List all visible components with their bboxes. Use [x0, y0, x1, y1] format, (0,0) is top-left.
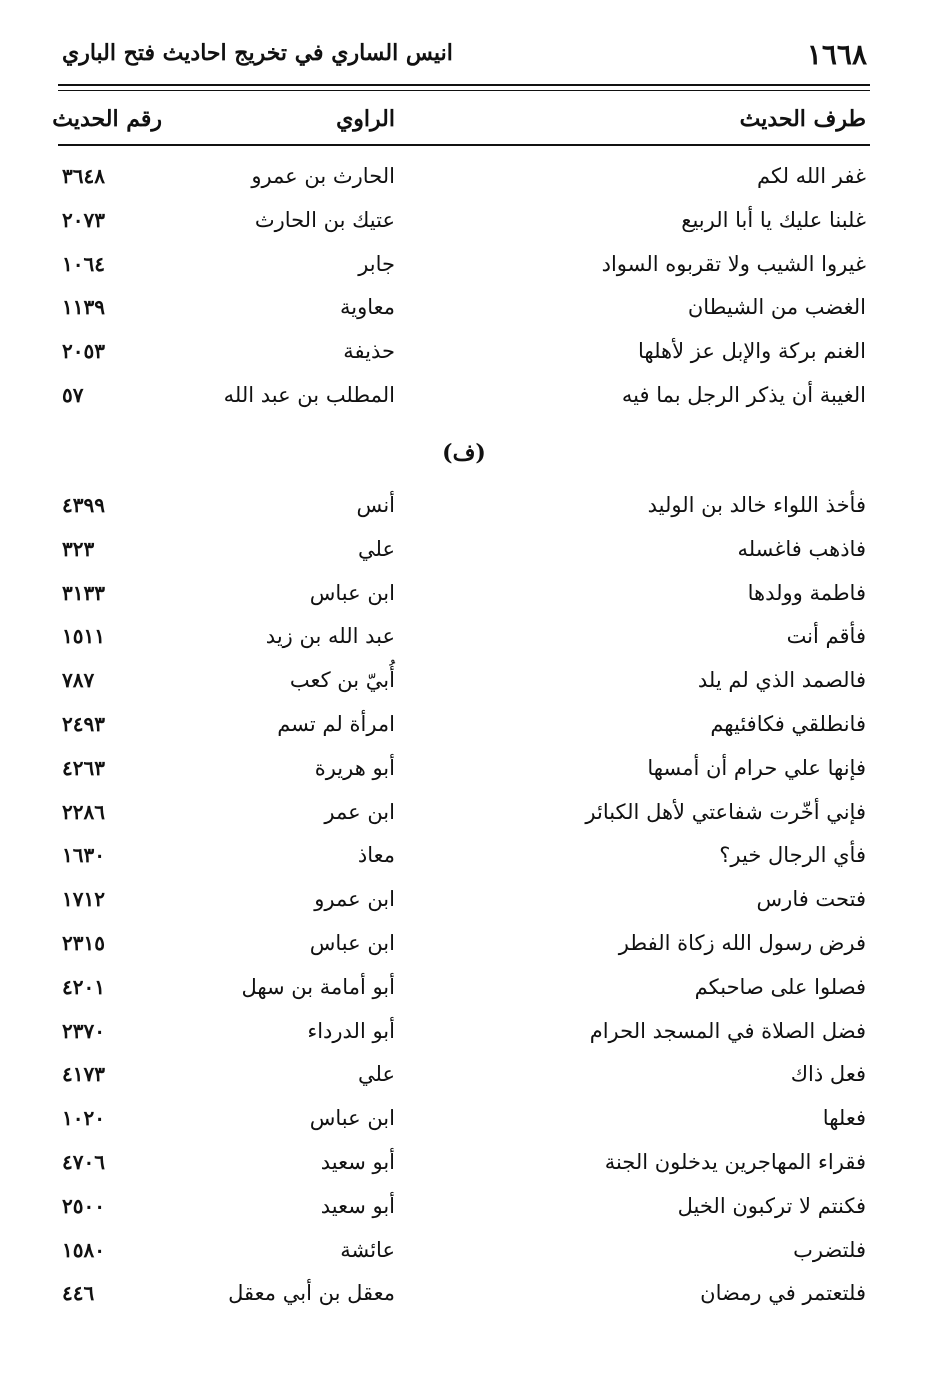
hadith-number: ٢٠٧٣	[62, 207, 105, 232]
column-header-narrator: الراوي	[336, 106, 395, 132]
column-header-rule	[58, 144, 870, 146]
hadith-list-ghain	[58, 156, 870, 419]
hadith-text: فلتضرب	[793, 1237, 866, 1262]
table-row	[58, 923, 870, 967]
hadith-number: ١٧١٢	[62, 887, 105, 912]
hadith-text: فعلها	[822, 1106, 866, 1131]
hadith-number: ٧٨٧	[62, 668, 95, 693]
hadith-text: غيروا الشيب ولا تقربوه السواد	[601, 251, 866, 276]
narrator: جابر	[358, 251, 395, 276]
hadith-text: الغيبة أن يذكر الرجل بما فيه	[621, 382, 866, 407]
hadith-number: ٢٤٩٣	[62, 711, 105, 736]
page-header	[58, 34, 873, 74]
table-row	[58, 1054, 870, 1098]
table-row	[58, 573, 870, 617]
narrator: عائشة	[340, 1237, 395, 1262]
table-row	[58, 200, 870, 244]
hadith-number: ٢٢٨٦	[62, 799, 105, 824]
narrator: امرأة لم تسم	[277, 711, 395, 736]
hadith-number: ١٥٨٠	[62, 1237, 105, 1262]
hadith-text: فضل الصلاة في المسجد الحرام	[589, 1018, 866, 1043]
narrator: أبو أمامة بن سهل	[241, 974, 395, 999]
hadith-number: ٣٢٣	[62, 536, 95, 561]
narrator: معقل بن أبي معقل	[228, 1281, 395, 1306]
hadith-number: ١٠٢٠	[62, 1106, 105, 1131]
hadith-text: فعل ذاك	[790, 1062, 866, 1087]
hadith-text: فأخذ اللواء خالد بن الوليد	[647, 493, 866, 517]
page-number: ١٦٦٨	[806, 38, 867, 71]
table-row	[58, 967, 870, 1011]
narrator: ابن عمرو	[314, 887, 395, 912]
narrator: معاذ	[357, 843, 395, 868]
hadith-number: ٤١٧٣	[62, 1062, 105, 1087]
hadith-number: ١٦٣٠	[62, 843, 105, 868]
hadith-text: فقراء المهاجرين يدخلون الجنة	[604, 1149, 866, 1174]
narrator: أبو سعيد	[320, 1149, 395, 1174]
hadith-text: غفر الله لكم	[757, 164, 866, 188]
table-row	[58, 879, 870, 923]
hadith-number: ٤٣٩٩	[62, 493, 105, 517]
hadith-number: ٢٣١٥	[62, 930, 105, 955]
hadith-number: ٣٦٤٨	[62, 164, 105, 188]
narrator: عتيك بن الحارث	[254, 207, 395, 232]
hadith-text: فانطلقي فكافئيهم	[710, 711, 866, 736]
hadith-text: فلتعتمر في رمضان	[700, 1281, 866, 1306]
narrator: أنس	[356, 493, 395, 517]
hadith-text: فإنها علي حرام أن أمسها	[647, 755, 866, 780]
narrator: أبو هريرة	[314, 755, 395, 780]
hadith-number: ٤٤٦	[62, 1281, 95, 1306]
hadith-number: ٤٢٠١	[62, 974, 105, 999]
hadith-number: ٤٧٠٦	[62, 1149, 105, 1174]
hadith-number: ٢٠٥٣	[62, 339, 105, 364]
table-row	[58, 1273, 870, 1317]
hadith-text: فتحت فارس	[756, 887, 866, 912]
hadith-number: ١٥١١	[62, 624, 105, 649]
section-heading-fa: (ف)	[442, 440, 486, 466]
hadith-text: فكنتم لا تركبون الخيل	[677, 1193, 866, 1218]
table-row	[58, 1230, 870, 1274]
table-row	[58, 529, 870, 573]
hadith-text: فأقم أنت	[786, 624, 866, 649]
table-row	[58, 1142, 870, 1186]
hadith-list-fa	[58, 485, 870, 1317]
hadith-text: فاطمة وولدها	[747, 580, 866, 605]
table-row	[58, 748, 870, 792]
narrator: ابن عباس	[309, 930, 395, 955]
column-header-hadith: طرف الحديث	[739, 106, 866, 132]
table-row	[58, 156, 870, 200]
table-row	[58, 1098, 870, 1142]
hadith-number: ٢٥٠٠	[62, 1193, 105, 1218]
table-row	[58, 1186, 870, 1230]
column-header-number: رقم الحديث	[52, 106, 162, 132]
header-rule	[58, 84, 870, 91]
narrator: ابن عباس	[309, 1106, 395, 1131]
hadith-text: فأي الرجال خير؟	[719, 843, 866, 868]
hadith-text: غلبنا عليك يا أبا الربيع	[681, 207, 866, 232]
hadith-number: ٣١٣٣	[62, 580, 105, 605]
hadith-text: الغنم بركة والإبل عز لأهلها	[638, 339, 866, 364]
table-row	[58, 485, 870, 529]
hadith-text: الغضب من الشيطان	[687, 295, 866, 320]
hadith-text: فصلوا على صاحبكم	[694, 974, 866, 999]
column-headers	[52, 98, 870, 142]
table-row	[58, 792, 870, 836]
hadith-number: ٢٣٧٠	[62, 1018, 105, 1043]
book-title: انيس الساري في تخريج احاديث فتح الباري	[62, 40, 453, 66]
narrator: علي	[358, 536, 395, 561]
hadith-number: ١٠٦٤	[62, 251, 105, 276]
narrator: الحارث بن عمرو	[251, 164, 395, 188]
narrator: علي	[358, 1062, 395, 1087]
narrator: معاوية	[339, 295, 395, 320]
table-row	[58, 287, 870, 331]
hadith-text: فإني أخّرت شفاعتي لأهل الكبائر	[585, 799, 866, 824]
hadith-number: ٥٧	[62, 382, 84, 407]
table-row	[58, 704, 870, 748]
table-row	[58, 375, 870, 419]
narrator: ابن عمر	[324, 799, 395, 824]
narrator: حذيفة	[343, 339, 395, 364]
hadith-number: ١١٣٩	[62, 295, 105, 320]
narrator: أبو الدرداء	[307, 1018, 395, 1043]
narrator: عبد الله بن زيد	[265, 624, 395, 649]
narrator: المطلب بن عبد الله	[223, 382, 395, 407]
table-row	[58, 616, 870, 660]
narrator: ابن عباس	[309, 580, 395, 605]
hadith-text: فرض رسول الله زكاة الفطر	[618, 930, 866, 955]
narrator: أُبيّ بن كعب	[289, 668, 395, 693]
table-row	[58, 244, 870, 288]
narrator: أبو سعيد	[320, 1193, 395, 1218]
table-row	[58, 331, 870, 375]
table-row	[58, 660, 870, 704]
hadith-text: فالصمد الذي لم يلد	[697, 668, 866, 693]
hadith-text: فاذهب فاغسله	[737, 536, 866, 561]
hadith-number: ٤٢٦٣	[62, 755, 105, 780]
table-row	[58, 1011, 870, 1055]
table-row	[58, 835, 870, 879]
